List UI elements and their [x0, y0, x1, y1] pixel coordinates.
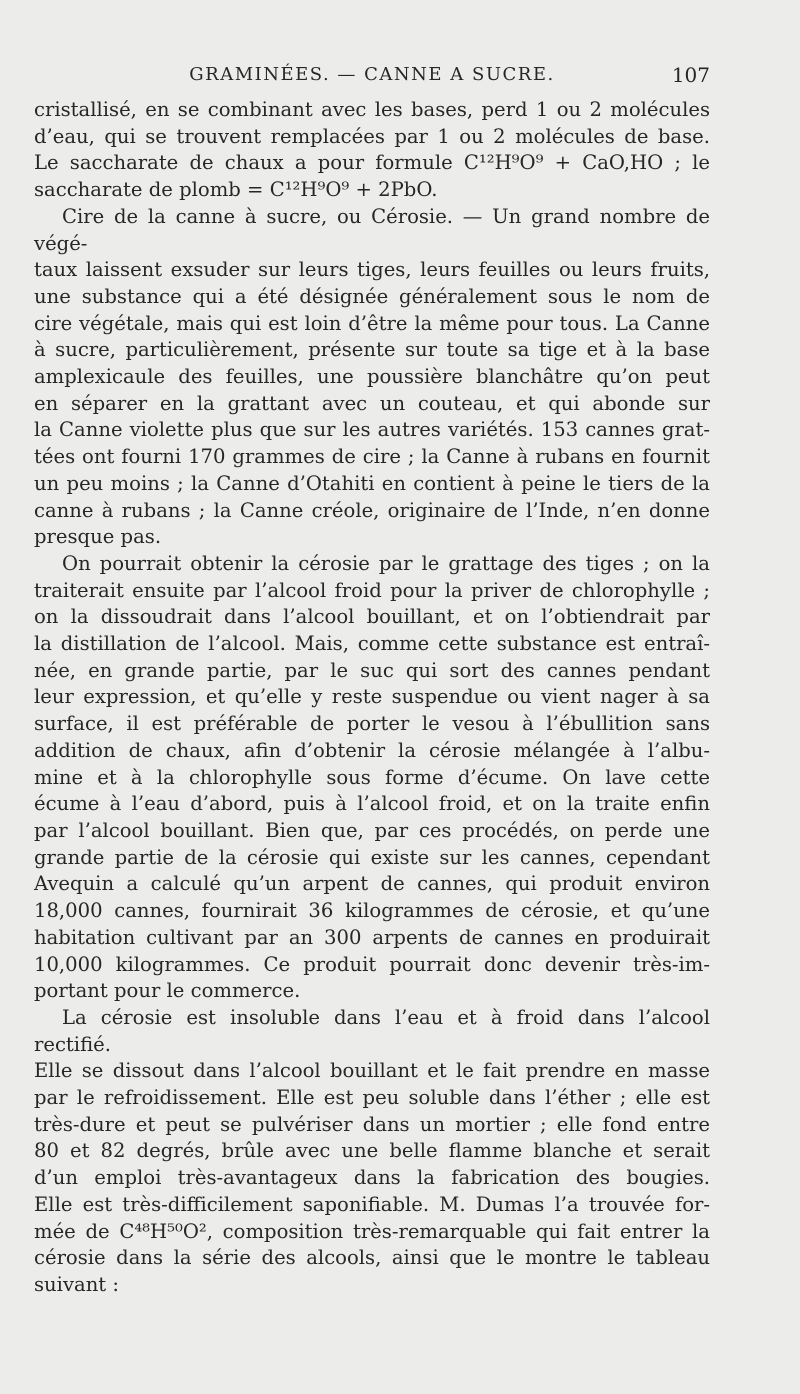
text-line: une substance qui a été désignée généralement sous le nom de: [34, 284, 710, 308]
text-line: mée de C⁴⁸H⁵⁰O², composition très-remarquable qui fait entrer la: [34, 1219, 710, 1243]
text-line: canne à rubans ; la Canne créole, originaire de l’Inde, n’en donne: [34, 498, 710, 522]
text-line: suivant :: [34, 1272, 120, 1296]
text-line: à sucre, particulièrement, présente sur toute sa tige et à la base: [34, 338, 710, 362]
text-line: par l’alcool bouillant. Bien que, par ces procédés, on perde une: [34, 818, 710, 842]
text-line: la Canne violette plus que sur les autres variétés. 153 cannes grat-: [34, 418, 710, 442]
text-line: très-dure et peut se pulvériser dans un mortier ; elle fond entre: [34, 1112, 710, 1136]
text-line: 80 et 82 degrés, brûle avec une belle flamme blanche et serait: [34, 1139, 710, 1163]
running-title: GRAMINÉES. — CANNE A SUCRE.: [189, 64, 555, 85]
text-line: surface, il est préférable de porter le vesou à l’ébullition sans: [34, 712, 710, 736]
paragraph-1: [34, 97, 710, 204]
text-line: traiterait ensuite par l’alcool froid pour la priver de chlorophylle ;: [34, 578, 710, 602]
text-line: portant pour le commerce.: [34, 979, 301, 1003]
text-line: Elle est très-difficilement saponifiable. M. Dumas l’a trouvée for-: [34, 1192, 710, 1216]
text-line: 18,000 cannes, fournirait 36 kilogrammes de cérosie, et qu’une: [34, 899, 710, 923]
text-line: née, en grande partie, par le suc qui sort des cannes pendant: [34, 658, 710, 682]
paragraph-2: [34, 204, 710, 551]
text-line: on la dissoudrait dans l’alcool bouillant, et on l’obtiendrait par: [34, 605, 710, 629]
text-line: amplexicaule des feuilles, une poussière blanchâtre qu’on peut: [34, 365, 710, 389]
text-line: 10,000 kilogrammes. Ce produit pourrait donc devenir très-im-: [34, 952, 710, 976]
text-line: en séparer en la grattant avec un couteau, et qui abonde sur: [34, 391, 710, 415]
text-line: La cérosie est insoluble dans l’eau et à froid dans l’alcool rectifié.: [34, 1005, 710, 1056]
text-line: Cire de la canne à sucre, ou Cérosie. — Un grand nombre de végé-: [34, 204, 710, 255]
text-line: un peu moins ; la Canne d’Otahiti en contient à peine le tiers de la: [34, 471, 710, 495]
text-line: tées ont fourni 170 grammes de cire ; la Canne à rubans en fournit: [34, 445, 710, 469]
text-line: d’eau, qui se trouvent remplacées par 1 ou 2 molécules de base.: [34, 124, 710, 148]
text-line: On pourrait obtenir la cérosie par le grattage des tiges ; on la: [62, 551, 710, 575]
text-line: presque pas.: [34, 525, 162, 549]
paragraph-3: [34, 551, 710, 1005]
text-line: écume à l’eau d’abord, puis à l’alcool froid, et on la traite enfin: [34, 792, 710, 816]
text-line: habitation cultivant par an 300 arpents de cannes en produirait: [34, 925, 710, 949]
text-line: mine et à la chlorophylle sous forme d’écume. On lave cette: [34, 765, 710, 789]
text-line: cérosie dans la série des alcools, ainsi que le montre le tableau: [34, 1246, 710, 1270]
page-number: 107: [671, 63, 710, 87]
body-text: [34, 97, 710, 1299]
text-line: cristallisé, en se combinant avec les bases, perd 1 ou 2 molécules: [34, 98, 710, 121]
text-line: saccharate de plomb = C¹²H⁹O⁹ + 2PbO.: [34, 178, 438, 202]
text-line: cire végétale, mais qui est loin d’être la même pour tous. La Canne: [34, 311, 710, 335]
text-line: d’un emploi très-avantageux dans la fabrication des bougies.: [34, 1166, 710, 1190]
text-line: la distillation de l’alcool. Mais, comme cette substance est entraî-: [34, 632, 710, 656]
text-line: grande partie de la cérosie qui existe sur les cannes, cependant: [34, 845, 710, 869]
text-line: Le saccharate de chaux a pour formule C¹²H⁹O⁹ + CaO,HO ; le: [34, 151, 710, 175]
text-line: Elle se dissout dans l’alcool bouillant et le fait prendre en masse: [34, 1059, 710, 1083]
text-line: par le refroidissement. Elle est peu soluble dans l’éther ; elle est: [34, 1086, 710, 1110]
text-line: addition de chaux, afin d’obtenir la cérosie mélangée à l’albu-: [34, 738, 710, 762]
text-line: taux laissent exsuder sur leurs tiges, leurs feuilles ou leurs fruits,: [34, 258, 710, 282]
page-header: [34, 58, 710, 92]
text-line: leur expression, et qu’elle y reste suspendue ou vient nager à sa: [34, 685, 710, 709]
paragraph-4: [34, 1005, 710, 1299]
text-line: Avequin a calculé qu’un arpent de cannes, qui produit environ: [34, 872, 710, 896]
